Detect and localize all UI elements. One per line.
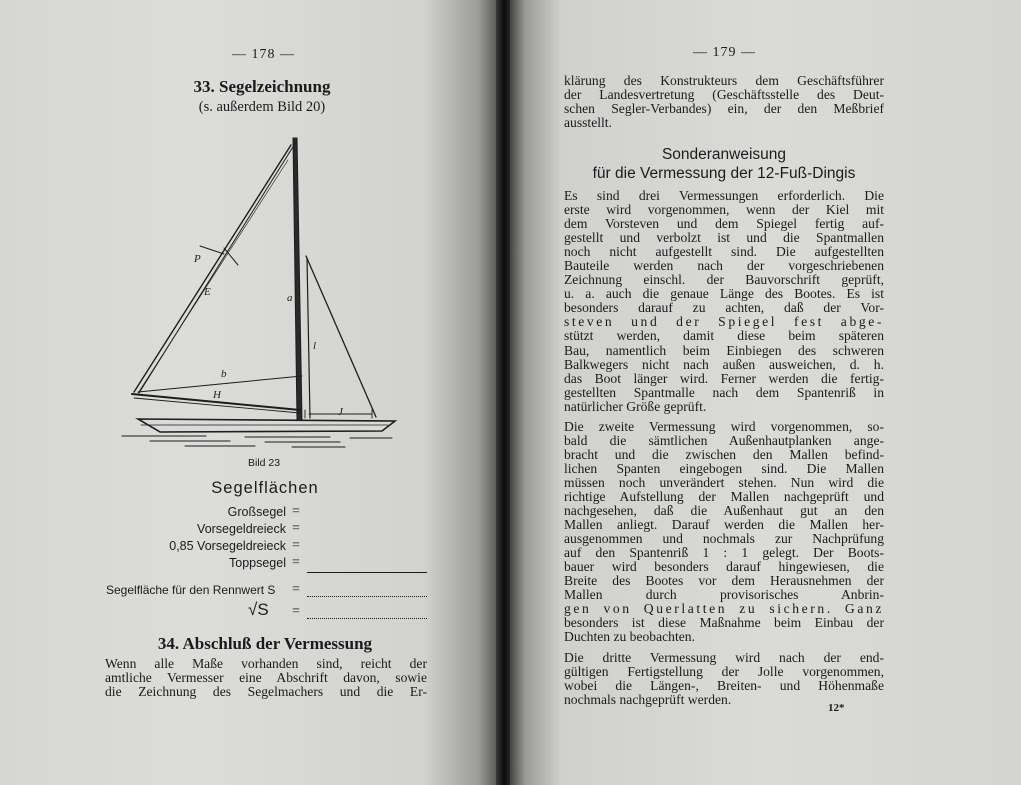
- text-line: das Boot länger wird. Ferner werden die fertig-: [564, 370, 884, 386]
- text-line: steven und der Spiegel fest abge-: [564, 314, 884, 330]
- text-line: lichen Spanten eingebogen sind. Die Mallen: [564, 460, 884, 476]
- label-a: a: [287, 292, 293, 304]
- jib-luff: [307, 258, 310, 418]
- sail-row-085-vorsegeldreieck: 0,85 Vorsegeldreieck: [169, 539, 286, 553]
- label-e: E: [204, 286, 211, 298]
- text-line: natürlicher Größe geprüft.: [564, 398, 707, 414]
- text-line: amtliche Vermesser eine Abschrift davon, sowie: [105, 670, 427, 685]
- text-line: Die zweite Vermessung wird vorgenommen, so-: [564, 418, 884, 434]
- mast: [293, 138, 302, 420]
- sail-drawing: [0, 0, 498, 470]
- paragraph-3: [564, 651, 884, 707]
- text-line: Zeichnung einschl. der Bauvorschrift geprüft,: [564, 272, 884, 288]
- label-l: l: [313, 340, 317, 352]
- section-34-text: [105, 657, 427, 699]
- label-h: H: [213, 389, 221, 401]
- equals-3: =: [292, 538, 300, 553]
- text-line: Die dritte Vermessung wird nach der end-: [564, 649, 884, 665]
- right-page: [510, 0, 1021, 785]
- page-number-179: — 179 —: [693, 45, 756, 60]
- text-line: dem Vorsteven und dem Spiegel fertig auf-: [564, 216, 884, 232]
- forestay: [306, 256, 376, 417]
- hull: [138, 419, 395, 432]
- section-34-title: 34. Abschluß der Vermessung: [157, 634, 373, 653]
- sail-row-grosssegel: Großsegel: [227, 505, 286, 519]
- text-line: stützt werden, damit diese beim späteren: [564, 328, 884, 344]
- text-line: nochmals nachgeprüft werden.: [564, 691, 732, 707]
- equals-2: =: [292, 521, 300, 536]
- paragraph-1: [564, 189, 884, 414]
- text-line: auf den Spantenriß 1 : 1 gelegt. Der Boots-: [564, 545, 884, 561]
- intro-paragraph: [564, 74, 884, 130]
- text-line: gen von Querlatten zu sichern. Ganz: [564, 601, 884, 617]
- text-line: Mallen durch provisorisches Anbrin-: [564, 587, 884, 603]
- text-line: Duchten zu beobachten.: [564, 629, 695, 645]
- special-instruction-heading: Sonderanweisung: [661, 146, 787, 163]
- equals-5: =: [292, 582, 300, 597]
- text-line: noch nicht aufgestellt sind. Die aufgestellten: [564, 244, 884, 260]
- text-line: die Zeichnung des Segelmachers und die Er-: [105, 684, 427, 699]
- sum-line: [307, 572, 427, 573]
- text-line: Mallen anliegt. Darauf werden die Mallen her-: [564, 517, 884, 533]
- text-line: Bauteile werden nach der vorgeschriebenen: [564, 258, 884, 274]
- race-value-label: Segelfläche für den Rennwert S: [106, 583, 276, 597]
- left-page: [0, 0, 498, 785]
- page-number-178: — 178 —: [232, 47, 295, 62]
- text-line: bauer wird besonders darauf hingewiesen, die: [564, 559, 884, 575]
- text-line: bald die sämtlichen Außenhautplanken ange-: [564, 432, 884, 448]
- text-line: Wenn alle Maße vorhanden sind, reicht der: [105, 656, 427, 671]
- figure-caption: Bild 23: [248, 457, 281, 469]
- equals-1: =: [292, 504, 300, 519]
- mainsail-leech: [134, 145, 291, 392]
- section-33-subtitle: (s. außerdem Bild 20): [198, 99, 326, 115]
- race-value-dotted-line: [307, 596, 427, 597]
- text-line: gestellt und verbolzt ist und die Spantmallen: [564, 230, 884, 246]
- text-line: Es sind drei Vermessungen erforderlich. Die: [564, 188, 884, 203]
- text-line: gestellten Spantmalle nach dem Spantenriß in: [564, 384, 884, 400]
- text-line: richtige Aufstellung der Mallen nachgeprüft und: [564, 488, 884, 504]
- special-instruction-subheading: für die Vermessung der 12-Fuß-Dingis: [592, 165, 856, 182]
- paragraph-2: [564, 420, 884, 645]
- text-line: der Landesvertretung (Geschäftsstelle des Deut-: [564, 87, 884, 103]
- sail-areas-title: Segelflächen: [211, 479, 319, 497]
- text-line: gültigen Fertigstellung der Jolle vorgenommen,: [564, 663, 884, 679]
- root-s-dotted-line: [307, 618, 427, 619]
- sail-row-vorsegeldreieck: Vorsegeldreieck: [197, 522, 286, 536]
- label-b: b: [221, 368, 227, 380]
- signature-mark: 12*: [828, 702, 845, 714]
- body-text: [564, 189, 884, 713]
- equals-6: =: [292, 604, 300, 619]
- sail-row-toppsegel: Toppsegel: [229, 556, 286, 570]
- text-line: wobei die Längen-, Breiten- und Höhenmaße: [564, 677, 884, 693]
- text-line: u. a. auch die genaue Länge des Bootes. Es ist: [564, 286, 884, 302]
- label-p: P: [194, 253, 201, 265]
- equals-4: =: [292, 555, 300, 570]
- text-line: klärung des Konstrukteurs dem Geschäftsführer: [564, 73, 884, 88]
- section-33-title: 33. Segelzeichnung: [193, 77, 331, 96]
- text-line: besonders ist diese Maßnahme beim Einbau der: [564, 615, 884, 631]
- text-line: besonders darauf zu achten, daß der Vor-: [564, 300, 884, 316]
- text-line: müssen noch unverändert stehen. Nun wird die: [564, 474, 884, 490]
- root-s-label: √S: [248, 600, 269, 619]
- label-j: J: [338, 406, 343, 418]
- text-line: ausstellt.: [564, 115, 612, 131]
- text-line: ausgenommen und nochmals zur Nachprüfung: [564, 531, 884, 547]
- text-line: Balkwegers nicht nach außen ausweichen, d. h.: [564, 356, 884, 372]
- text-line: schen Segler-Verbandes) ein, der den Meßbrief: [564, 101, 884, 117]
- water-lines: [122, 436, 392, 447]
- text-line: Bau, namentlich beim Einbiegen des schweren: [564, 342, 884, 358]
- text-line: Breite des Bootes vor dem Herausnehmen der: [564, 573, 884, 589]
- text-line: bracht und die zwischen den Mallen befind-: [564, 446, 884, 462]
- text-line: nachgesehen, daß die Außenhaut gut an den: [564, 503, 884, 519]
- text-line: erste wird vorgenommen, wenn der Kiel mit: [564, 202, 884, 218]
